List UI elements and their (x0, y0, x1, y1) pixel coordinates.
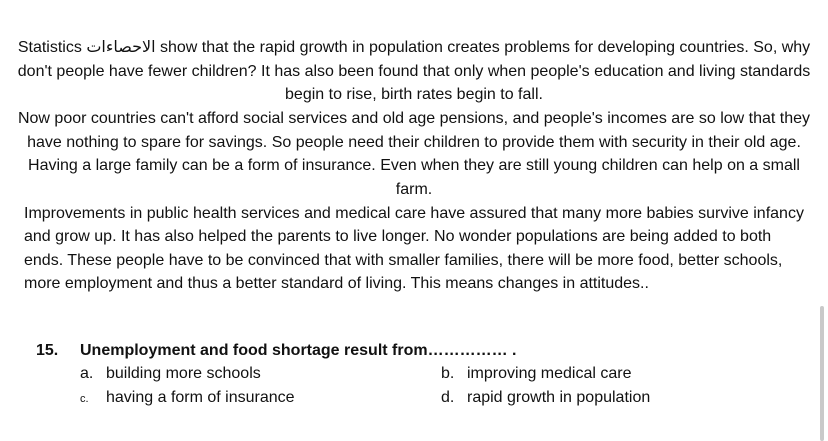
vertical-scrollbar[interactable] (820, 306, 824, 441)
passage-paragraph-2: Now poor countries can't afford social services and old age pensions, and people's incomes are so low that they have nothing to spare for savings. So people need their children to provide them with security in their old age. Having a large family can be a form of insurance. Even when they are still young children can help on a small farm. (17, 110, 811, 198)
option-text: rapid growth in population (467, 389, 651, 406)
option-letter: b. (441, 365, 455, 382)
question-text: Unemployment and food shortage result from…………… . (80, 342, 517, 359)
option-text: having a form of insurance (106, 389, 295, 406)
option-letter: a. (80, 365, 94, 382)
option-letter: d. (441, 389, 455, 406)
question-number: 15. (36, 342, 59, 359)
option-a[interactable] (80, 365, 261, 383)
option-d[interactable] (441, 389, 650, 407)
question-15 (36, 342, 516, 360)
option-text: building more schools (106, 365, 261, 382)
passage-paragraph-3: Improvements in public health services and medical care have assured that many more babies survive infancy and grow up. It has also helped the parents to live longer. No wonder populations are being added to both ends. These people have to be convinced that with smaller families, there will be more food, better schools, more employment and thus a better standard of living. This means changes in attitudes.. (24, 205, 804, 292)
option-letter: c. (80, 393, 89, 405)
option-text: improving medical care (467, 365, 632, 382)
option-b[interactable] (441, 365, 632, 383)
passage-paragraph-1: Statistics الاحصاءات show that the rapid growth in population creates problems for developing countries. So, why don't people have fewer children? It has also been found that only when people's education and living standards begin to rise, birth rates begin to fall. (17, 39, 811, 103)
option-c[interactable] (80, 389, 295, 407)
